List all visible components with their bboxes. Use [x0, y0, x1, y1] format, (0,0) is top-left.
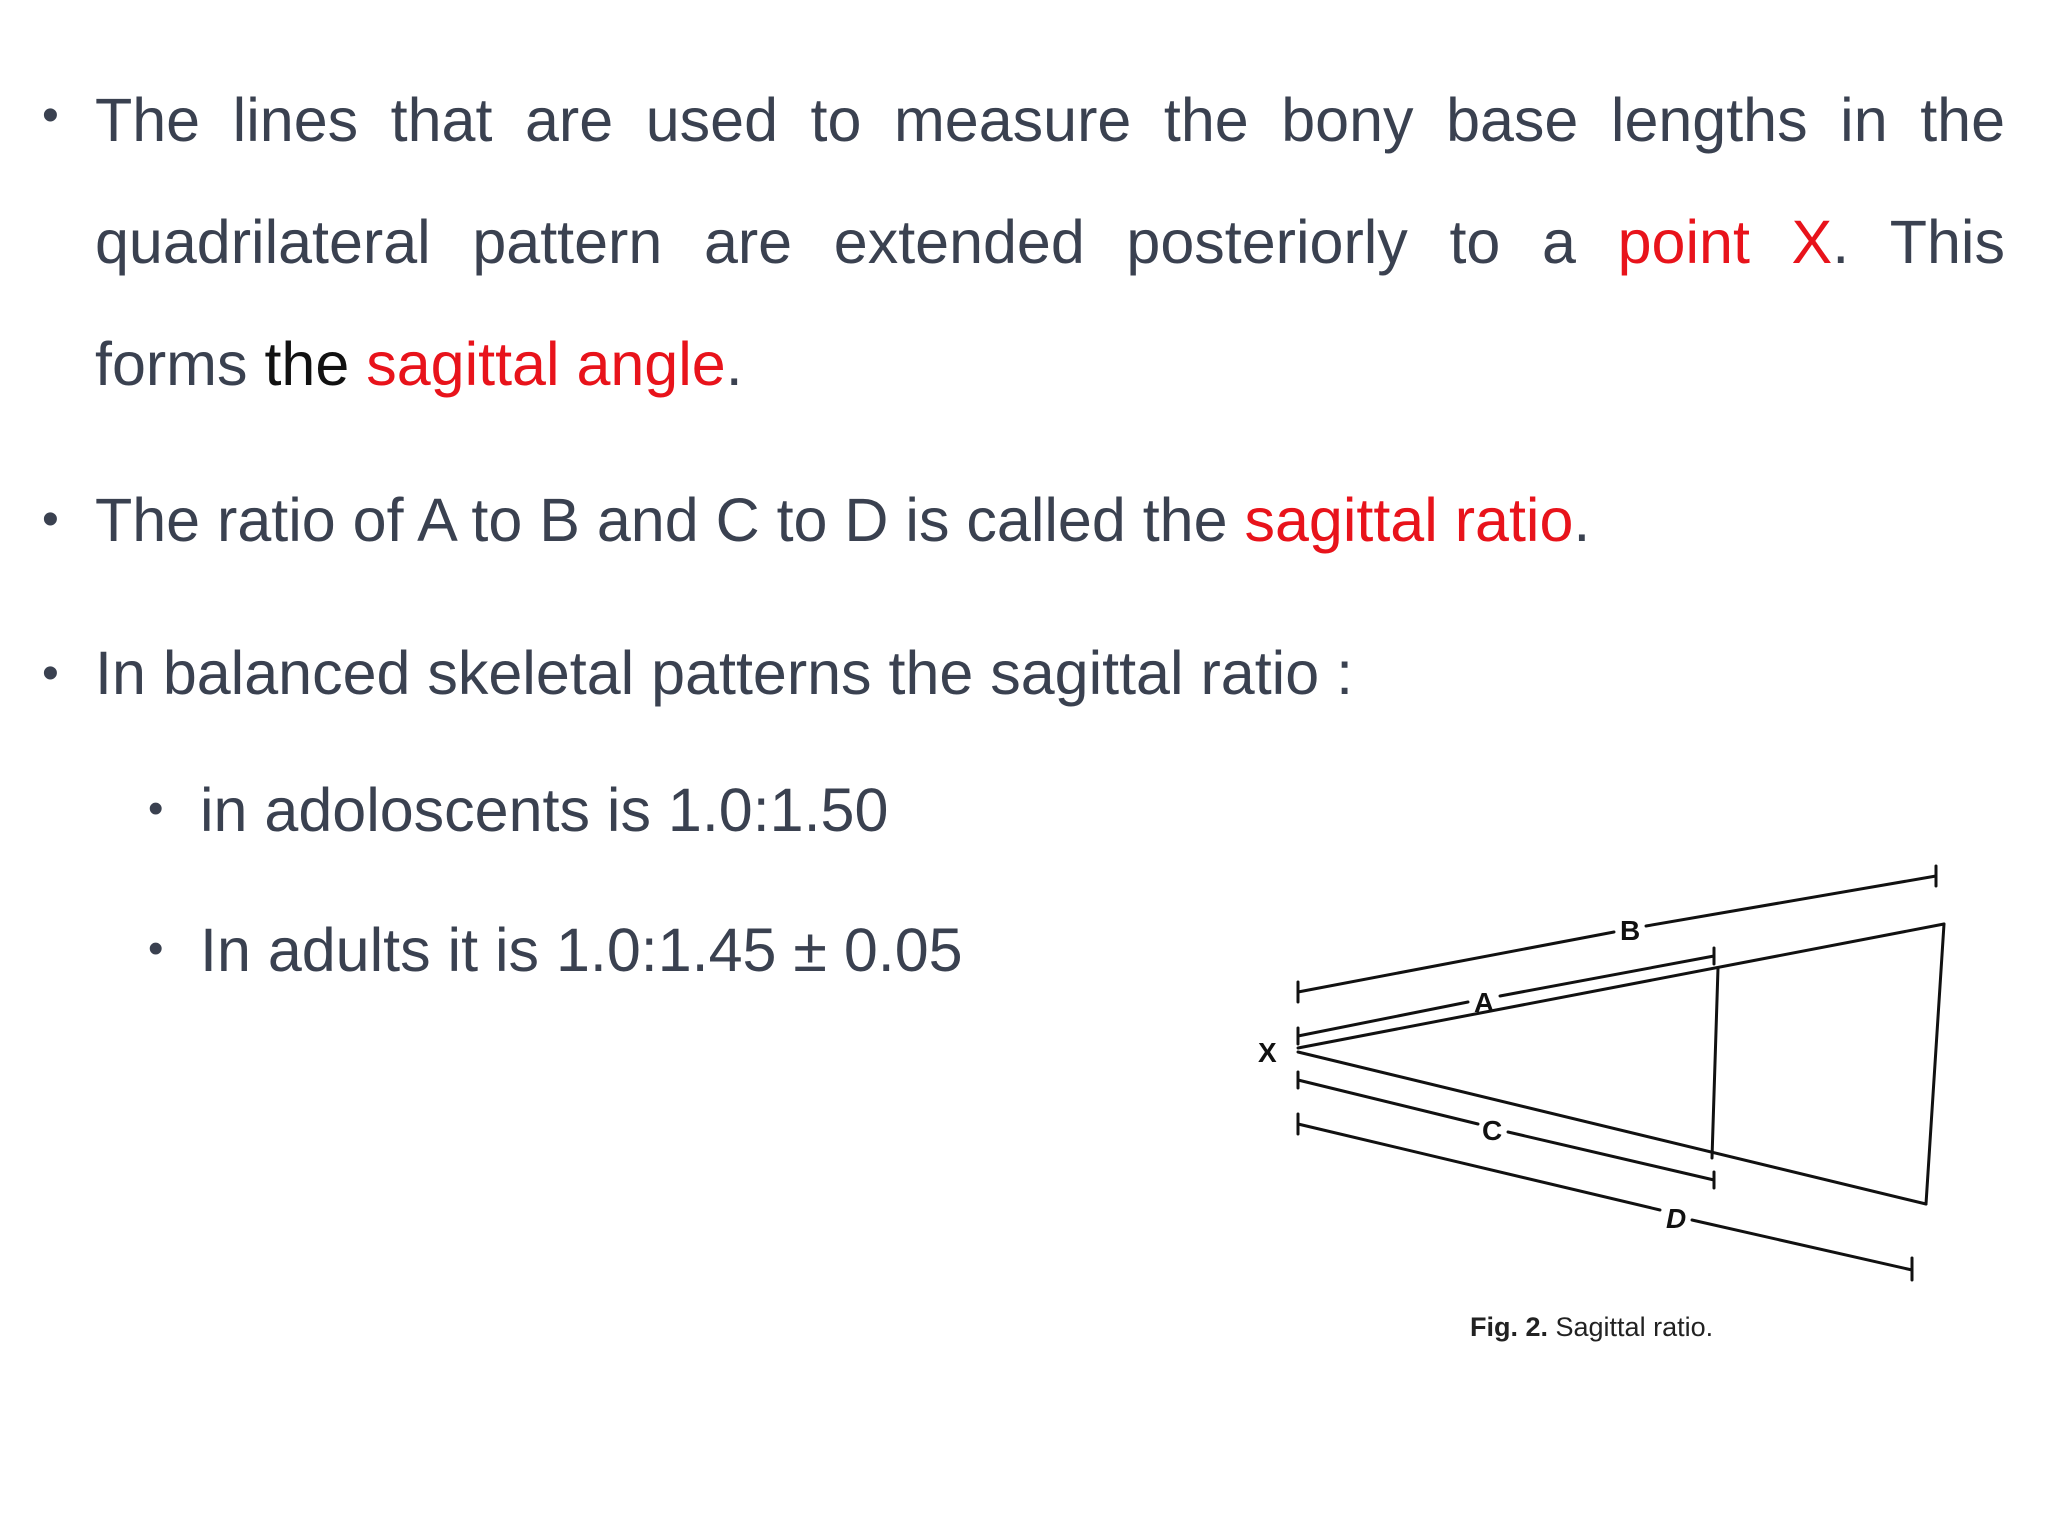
dimension-b-right — [1646, 876, 1936, 926]
dimension-d-left — [1298, 1124, 1660, 1210]
paragraph-1-line-2-tail: . This — [1832, 208, 2005, 276]
diagram-right-edge — [1926, 924, 1944, 1204]
paragraph-1-line-3-text: forms — [95, 330, 248, 398]
figure-caption — [1470, 1312, 1713, 1343]
dimension-d-right — [1692, 1220, 1912, 1270]
paragraph-1 — [95, 59, 2005, 425]
paragraph-1-line-2-text: quadrilateral pattern are extended posteriorly to a — [95, 208, 1576, 276]
paragraph-1-line-2 — [95, 181, 2005, 303]
paragraph-3: In balanced skeletal patterns the sagittal ratio : — [95, 639, 1354, 707]
diagram-label-d: D — [1666, 1203, 1687, 1234]
sub-item-adults: In adults it is 1.0:1.45 ± 0.05 — [200, 916, 963, 984]
bullet-3: • — [42, 647, 59, 700]
paragraph-2-tail: . — [1573, 486, 1591, 554]
paragraph-1-line-3 — [95, 303, 2005, 425]
diagram-label-x: X — [1258, 1037, 1277, 1068]
highlight-point-x: point X — [1617, 208, 1833, 276]
paragraph-1-line-1: The lines that are used to measure the bony base lengths in the — [95, 86, 2005, 154]
diagram-label-b: B — [1620, 915, 1641, 946]
paragraph-1-line-3-tail: . — [725, 330, 743, 398]
diagram-inner-vertical — [1712, 968, 1718, 1158]
highlight-sagittal-angle: sagittal angle — [366, 330, 726, 398]
diagram-label-c: C — [1482, 1115, 1503, 1146]
dimension-c-left — [1298, 1080, 1478, 1124]
bullet-2: • — [42, 493, 59, 546]
paragraph-2 — [95, 486, 1591, 554]
paragraph-2-text: The ratio of A to B and C to D is called the — [95, 486, 1228, 554]
diagram-lower-ray — [1298, 1052, 1926, 1204]
highlight-sagittal-ratio: sagittal ratio — [1244, 486, 1574, 554]
dimension-c-right — [1508, 1132, 1714, 1180]
sagittal-ratio-diagram — [1230, 840, 1970, 1310]
diagram-label-a: A — [1474, 987, 1495, 1018]
sub-bullet-2: • — [148, 924, 164, 973]
bullet-1: • — [42, 89, 59, 142]
figure-caption-label: Fig. 2. — [1470, 1312, 1549, 1342]
sub-item-adolescents: in adoloscents is 1.0:1.50 — [200, 776, 889, 844]
sub-bullet-1: • — [148, 784, 164, 833]
figure-caption-text: Sagittal ratio. — [1548, 1312, 1714, 1342]
paragraph-1-word-the: the — [264, 330, 350, 398]
